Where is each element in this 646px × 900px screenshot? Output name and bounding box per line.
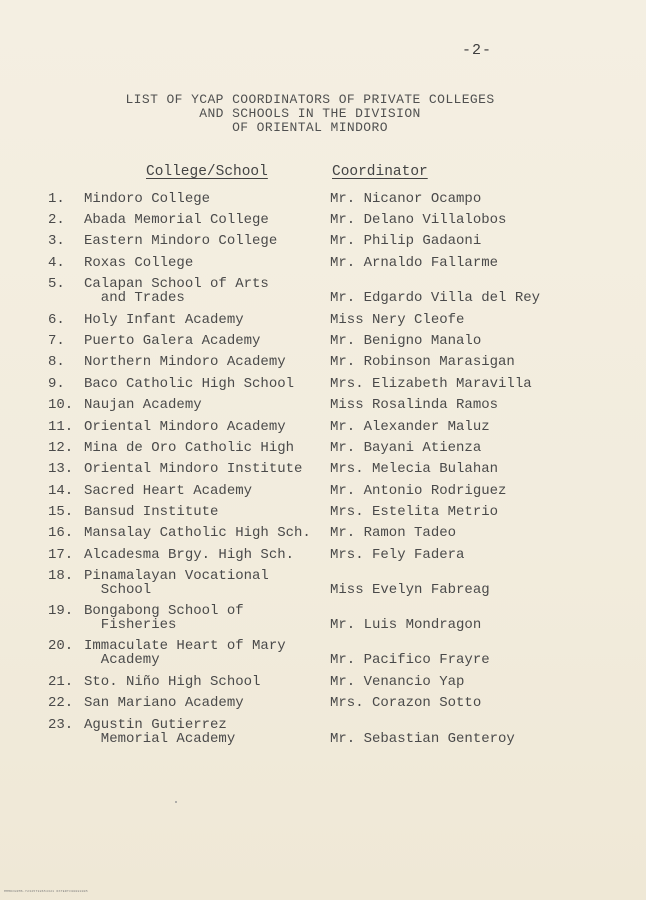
school-name: [84, 420, 329, 434]
school-name: [84, 192, 329, 206]
school-name-line: Oriental Mindoro Academy: [84, 419, 286, 435]
coordinator-name: Mr. Antonio Rodriguez: [330, 483, 507, 499]
coordinator-name: Mr. Edgardo Villa del Rey: [330, 290, 541, 306]
school-name-line: Bansud Institute: [84, 504, 219, 520]
item-number: 12.: [48, 440, 74, 456]
school-name: [84, 484, 329, 498]
school-name: [84, 569, 329, 597]
school-name: [84, 505, 329, 519]
school-name: [84, 234, 329, 248]
school-name: [84, 548, 329, 562]
item-number: 20.: [48, 638, 74, 654]
item-number: 4.: [48, 255, 65, 271]
coordinator-name: Mr. Nicanor Ocampo: [330, 191, 482, 207]
coordinator-name: Mr. Luis Mondragon: [330, 617, 482, 633]
school-name-line: Pinamalayan Vocational: [84, 568, 269, 584]
item-number: 6.: [48, 312, 65, 328]
school-name: [84, 334, 329, 348]
coordinator-name: Mr. Venancio Yap: [330, 674, 465, 690]
title-line-2: AND SCHOOLS IN THE DIVISION: [199, 106, 421, 121]
school-name: [84, 696, 329, 710]
school-name-line: Fisheries: [84, 617, 177, 633]
school-name-line: Calapan School of Arts: [84, 276, 269, 292]
coordinator-name: Mrs. Fely Fadera: [330, 547, 465, 563]
coordinator-name: Mr. Bayani Atienza: [330, 440, 482, 456]
coordinator-name: Mr. Ramon Tadeo: [330, 525, 457, 541]
school-name-line: Agustin Gutierrez: [84, 717, 227, 733]
item-number: 2.: [48, 212, 65, 228]
school-name: [84, 313, 329, 327]
school-name-line: Oriental Mindoro Institute: [84, 461, 303, 477]
coordinator-name: Mr. Alexander Maluz: [330, 419, 490, 435]
title-line-3: OF ORIENTAL MINDORO: [232, 120, 388, 135]
school-name-line: Abada Memorial College: [84, 212, 269, 228]
school-name: [84, 355, 329, 369]
coordinator-name: Mrs. Elizabeth Maravilla: [330, 376, 532, 392]
coordinator-name: Miss Rosalinda Ramos: [330, 397, 499, 413]
paper-speck: [175, 801, 177, 803]
item-number: 16.: [48, 525, 74, 541]
footer-code: MMMDCHRMS-Y2345798654321 NXTERTC00080005: [4, 890, 89, 893]
school-name-line: Sacred Heart Academy: [84, 483, 253, 499]
school-name-line: Naujan Academy: [84, 397, 202, 413]
column-header-school: College/School: [146, 164, 268, 180]
page-number: -2-: [462, 42, 493, 59]
school-name-line: Puerto Galera Academy: [84, 333, 261, 349]
item-number: 14.: [48, 483, 74, 499]
school-name-line: Mansalay Catholic High Sch.: [84, 525, 311, 541]
item-number: 5.: [48, 276, 65, 292]
school-name: [84, 675, 329, 689]
school-name-line: Baco Catholic High School: [84, 376, 295, 392]
school-name: [84, 256, 329, 270]
coordinator-name: Mrs. Estelita Metrio: [330, 504, 499, 520]
school-name: [84, 398, 329, 412]
school-name-line: Mina de Oro Catholic High: [84, 440, 295, 456]
school-name-line: Holy Infant Academy: [84, 312, 244, 328]
item-number: 18.: [48, 568, 74, 584]
item-number: 15.: [48, 504, 74, 520]
coordinator-name: Mr. Delano Villalobos: [330, 212, 507, 228]
school-name-line: Roxas College: [84, 255, 194, 271]
item-number: 23.: [48, 717, 74, 733]
school-name: [84, 377, 329, 391]
school-name-line: Sto. Niño High School: [84, 674, 261, 690]
coordinator-name: Mrs. Corazon Sotto: [330, 695, 482, 711]
school-name-line: Academy: [84, 652, 160, 668]
school-name: [84, 718, 329, 746]
school-name: [84, 277, 329, 305]
school-name-line: Mindoro College: [84, 191, 211, 207]
item-number: 17.: [48, 547, 74, 563]
coordinator-name: Mr. Philip Gadaoni: [330, 233, 482, 249]
coordinator-name: Mr. Sebastian Genteroy: [330, 731, 515, 747]
school-name-line: San Mariano Academy: [84, 695, 244, 711]
item-number: 19.: [48, 603, 74, 619]
school-name-line: Alcadesma Brgy. High Sch.: [84, 547, 295, 563]
school-name-line: Immaculate Heart of Mary: [84, 638, 286, 654]
column-header-coordinator: Coordinator: [332, 164, 428, 180]
school-name: [84, 604, 329, 632]
school-name-line: and Trades: [84, 290, 185, 306]
title-line-1: LIST OF YCAP COORDINATORS OF PRIVATE COLLEGES: [125, 92, 495, 107]
school-name-line: School: [84, 582, 152, 598]
school-name: [84, 639, 329, 667]
item-number: 13.: [48, 461, 74, 477]
item-number: 9.: [48, 376, 65, 392]
item-number: 10.: [48, 397, 74, 413]
school-name: [84, 441, 329, 455]
item-number: 21.: [48, 674, 74, 690]
school-name: [84, 526, 329, 540]
school-name-line: Bongabong School of: [84, 603, 244, 619]
school-name: [84, 213, 329, 227]
coordinator-name: Mr. Arnaldo Fallarme: [330, 255, 499, 271]
coordinator-name: Mr. Pacifico Frayre: [330, 652, 490, 668]
coordinator-name: Mr. Benigno Manalo: [330, 333, 482, 349]
item-number: 8.: [48, 354, 65, 370]
item-number: 1.: [48, 191, 65, 207]
item-number: 7.: [48, 333, 65, 349]
coordinator-name: Mr. Robinson Marasigan: [330, 354, 515, 370]
school-name-line: Northern Mindoro Academy: [84, 354, 286, 370]
school-name-line: Eastern Mindoro College: [84, 233, 278, 249]
school-name: [84, 462, 329, 476]
item-number: 22.: [48, 695, 74, 711]
coordinator-name: Miss Evelyn Fabreag: [330, 582, 490, 598]
coordinator-name: Mrs. Melecia Bulahan: [330, 461, 499, 477]
school-name-line: Memorial Academy: [84, 731, 236, 747]
coordinator-name: Miss Nery Cleofe: [330, 312, 465, 328]
item-number: 11.: [48, 419, 74, 435]
item-number: 3.: [48, 233, 65, 249]
